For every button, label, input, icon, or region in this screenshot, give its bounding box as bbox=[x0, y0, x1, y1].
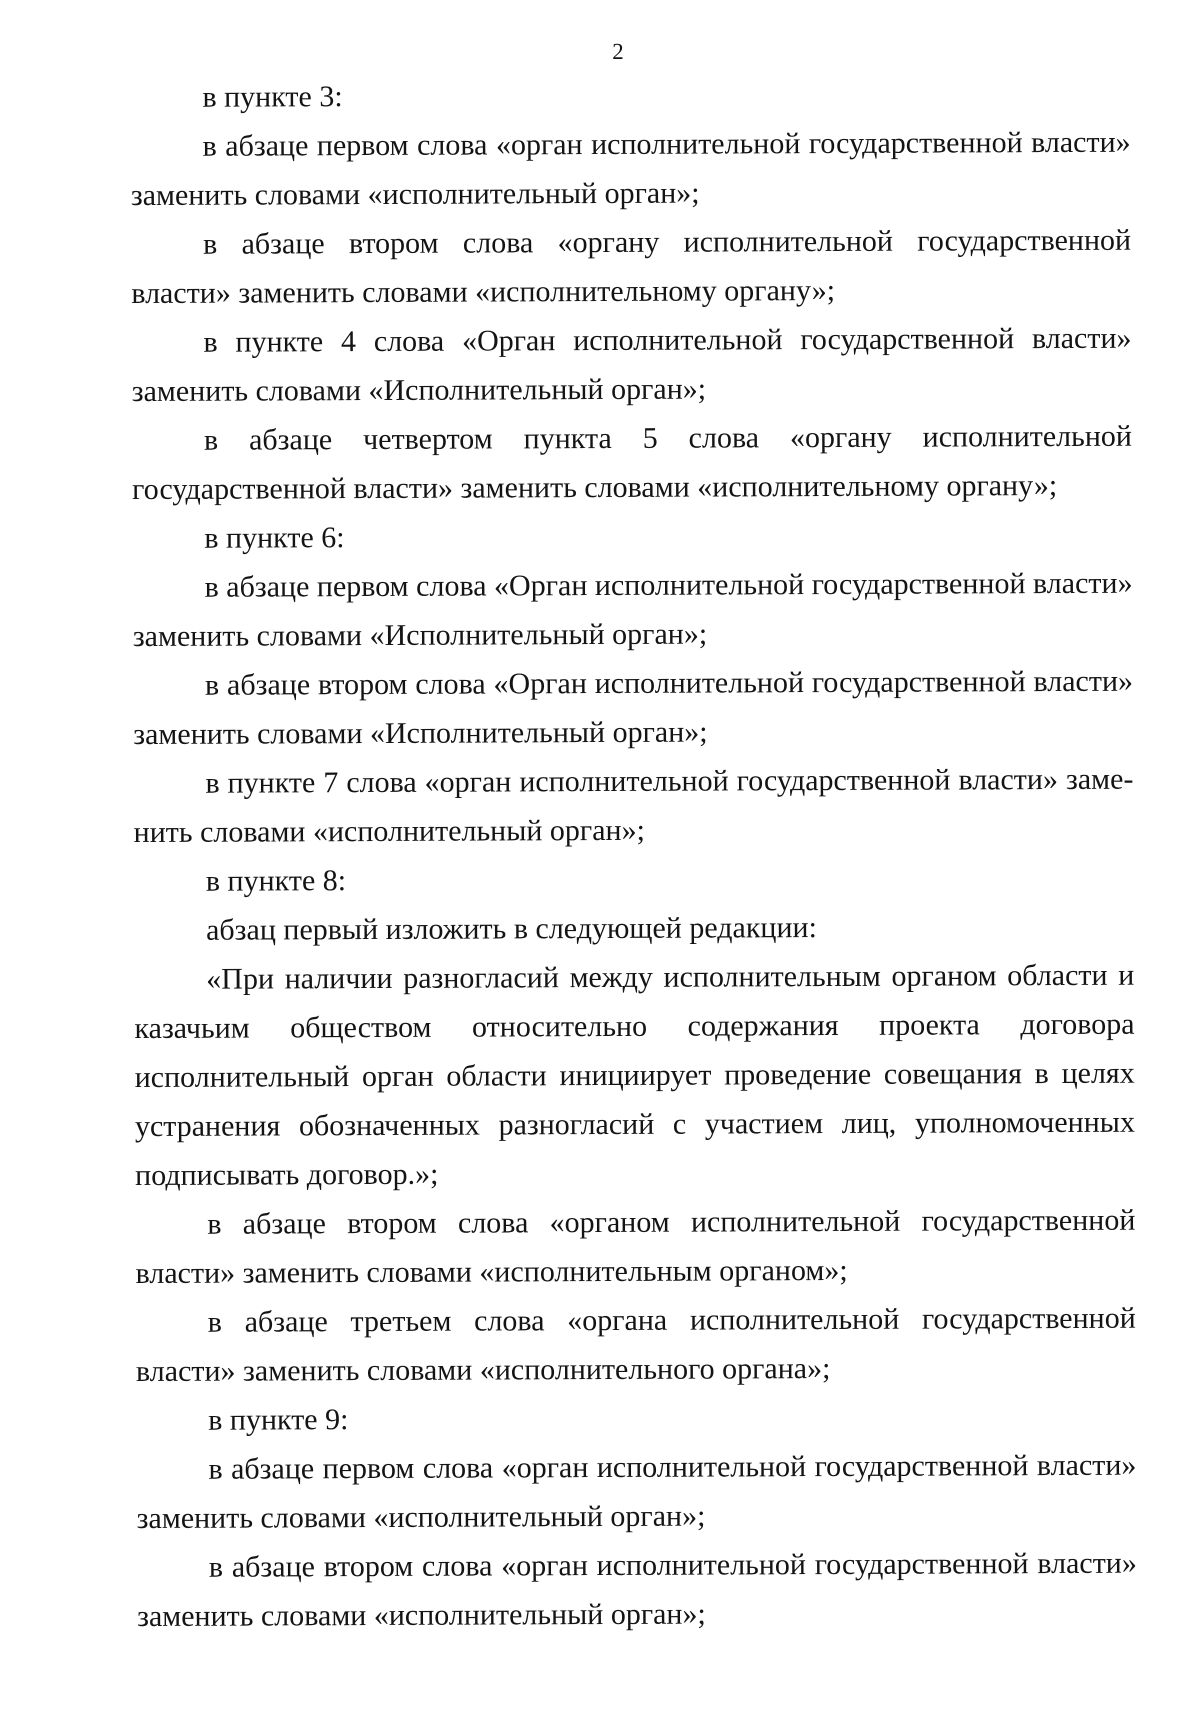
paragraph: в абзаце четвертом пункта 5 слова «органу исполнительной государственной власти» заменить словами «исполнительному органу»; bbox=[132, 419, 1132, 507]
paragraph: в абзаце первом слова «орган исполнительной государственной власти» заменить словами «исполнительный орган»; bbox=[136, 1448, 1137, 1536]
paragraph: в абзаце третьем слова «органа исполнительной государственной власти» заменить словами «исполнительного органа»; bbox=[135, 1301, 1136, 1389]
paragraph: в абзаце первом слова «Орган исполнительной государственной власти» заменить словами «Исполнительный орган»; bbox=[132, 566, 1133, 654]
paragraph: в пункте 9: bbox=[208, 1403, 349, 1437]
paragraph: в пункте 4 слова «Орган исполнительной государственной власти» заменить словами «Исполнительный орган»; bbox=[131, 321, 1132, 409]
paragraph: в пункте 7 слова «орган исполнительной государственной власти» заменить словами «исполнительный орган»; bbox=[133, 762, 1134, 850]
paragraph: в абзаце втором слова «органом исполнительной государственной власти» заменить словами «исполнительным органом»; bbox=[135, 1203, 1136, 1291]
paragraph: в пункте 8: bbox=[205, 864, 347, 898]
paragraph: в пункте 6: bbox=[204, 521, 345, 555]
paragraph: в абзаце втором слова «органу исполнительной государственной власти» заменить словами «исполнительному органу»; bbox=[131, 223, 1132, 311]
paragraph: в абзаце втором слова «орган исполнительной государственной власти» заменить словами «исполнительный орган»; bbox=[136, 1546, 1137, 1634]
page-number: 2 bbox=[612, 38, 624, 64]
paragraph: «При наличии разногласий между исполнительным органом области и казачьим обществом относительно содержания проекта договора исполнительный орган области инициирует проведение совещания в целях устранения обозначенных разногласий с участием лиц, уполномоченных подписывать договор.»; bbox=[134, 958, 1135, 1193]
paragraph: абзац первый изложить в следующей редакции: bbox=[205, 911, 817, 947]
paragraph: в пункте 3: bbox=[202, 80, 343, 114]
paragraph: в абзаце первом слова «орган исполнительной государственной власти» заменить словами «исполнительный орган»; bbox=[130, 125, 1131, 213]
paragraph: в абзаце втором слова «Орган исполнительной государственной власти» заменить словами «Исполнительный орган»; bbox=[133, 664, 1134, 752]
document-body bbox=[130, 69, 1137, 1641]
